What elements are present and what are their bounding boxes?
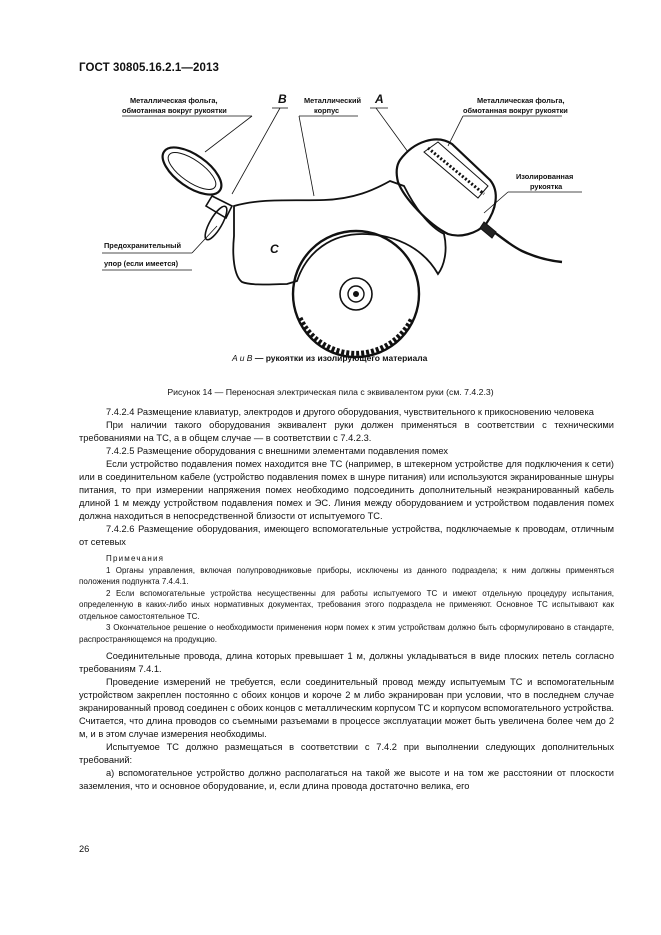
cable-plug xyxy=(480,222,496,238)
letter-a: A xyxy=(375,92,384,106)
label-guard-1: Предохранительный xyxy=(104,241,181,250)
page-header: ГОСТ 30805.16.2.1—2013 xyxy=(79,62,219,74)
label-insulated-2: рукоятка xyxy=(530,182,563,191)
para-suppression: Если устройство подавления помех находится вне ТС (например, в штекерном устройстве для подключения к сети) или в соединительном кабеле (устройство подавления помех в шнуре питания) или используются экранированные шнуры питания, то при измерении напряжения помех необходимо подсоединить дополнительный неэкранированный кабель длиной 1 м между устройством подавления помех и ЭС. Линия между оборудованием и устройством подавления помех должна находиться в непосредственной близости от испытуемого ТС. xyxy=(79,459,614,521)
page-number: 26 xyxy=(79,844,90,854)
legend-letters: A и B xyxy=(232,353,253,363)
label-insulated-1: Изолированная xyxy=(516,172,574,181)
label-foil-left-2: обмотанная вокруг рукоятки xyxy=(122,106,227,115)
legend-text: — рукоятки из изолирующего материала xyxy=(252,353,428,363)
para-wires: Соединительные провода, длина которых превышает 1 м, должны укладываться в виде плоских петель согласно требованиям 7.4.1. xyxy=(79,651,614,674)
handle-a xyxy=(397,139,496,235)
leader-b xyxy=(232,108,280,194)
notes-block xyxy=(79,553,614,645)
figure-saw-drawing xyxy=(92,86,592,361)
label-foil-left-1: Металлическая фольга, xyxy=(130,96,218,105)
figure-legend xyxy=(232,353,427,363)
saw-blade xyxy=(293,231,419,357)
power-cable xyxy=(486,226,562,262)
leader-metal-case xyxy=(299,116,314,196)
note-2: 2 Если вспомогательные устройства несущественны для работы испытуемого ТС и имеют отдельную процедуру испытания, определенную в каких-либо иных нормативных документах, требования этого подраздела не применяют. Основное ТС испытывают как отдельное самостоятельное ТС. xyxy=(79,588,614,621)
para-7-4-2-4: 7.4.2.4 Размещение клавиатур, электродов и другого оборудования, чувствительного к прикосновению человека xyxy=(106,407,594,417)
body-text xyxy=(79,406,614,793)
leader-foil-left xyxy=(205,116,252,152)
saw-drawing-svg xyxy=(92,86,592,361)
figure-caption: Рисунок 14 — Переносная электрическая пила с эквивалентом руки (см. 7.4.2.3) xyxy=(167,387,494,397)
note-3: 3 Окончательное решение о необходимости применения норм помех к этим устройствам должно быть сформулировано в стандарте, распространяющемся на продукцию. xyxy=(79,623,614,644)
para-placement: Испытуемое ТС должно размещаться в соответствии с 7.4.2 при выполнении следующих дополнительных требований: xyxy=(79,742,614,765)
label-metal-case-1: Металлический xyxy=(304,96,362,105)
para-item-a: а) вспомогательное устройство должно располагаться на такой же высоте и на том же расстоянии от плоскости заземления, что и основное оборудование, и, если длина провода достаточно велика, его xyxy=(79,768,614,791)
label-foil-right-2: обмотанная вокруг рукоятки xyxy=(463,106,568,115)
letter-c: C xyxy=(270,242,279,256)
para-7-4-2-6: 7.4.2.6 Размещение оборудования, имеющего вспомогательные устройства, подключаемые к проводам, отличным от сетевых xyxy=(79,524,614,547)
leader-foil-right xyxy=(448,116,463,146)
label-guard-2: упор (если имеется) xyxy=(104,259,179,268)
guard-plate xyxy=(201,204,230,243)
handle-b xyxy=(155,138,232,218)
leader-guard xyxy=(192,226,217,253)
notes-heading: Примечания xyxy=(106,554,165,563)
note-1: 1 Органы управления, включая полупроводниковые приборы, исключены из данного подраздела; к ним должны применяться положения подпункта 7.4.4.1. xyxy=(79,565,614,586)
leader-a xyxy=(376,108,408,152)
letter-b: B xyxy=(278,92,287,106)
para-no-measurement: Проведение измерений не требуется, если соединительный провод между испытуемым ТС и вспомогательным устройством закреплен постоянно с обоих концов и короче 2 м либо экранирован при условии, что в последнем случае экранированный провод соединен с обоих концов с металлическим корпусом ТС и корпусом вспомогательного устройства. Считается, что длина проводов со съемными разъемами в процессе эксплуатации может быть увеличена более чем до 2 м, и в этом случае измерения необходимы. xyxy=(79,677,614,739)
label-foil-right-1: Металлическая фольга, xyxy=(477,96,565,105)
para-7-4-2-5: 7.4.2.5 Размещение оборудования с внешними элементами подавления помех xyxy=(106,446,449,456)
para-hand-equivalent: При наличии такого оборудования эквивалент руки должен применяться в соответствии с техническими требованиями на ТС, а в общем случае — в соответствии с 7.4.2.3. xyxy=(79,420,614,443)
label-metal-case-2: корпус xyxy=(314,106,340,115)
